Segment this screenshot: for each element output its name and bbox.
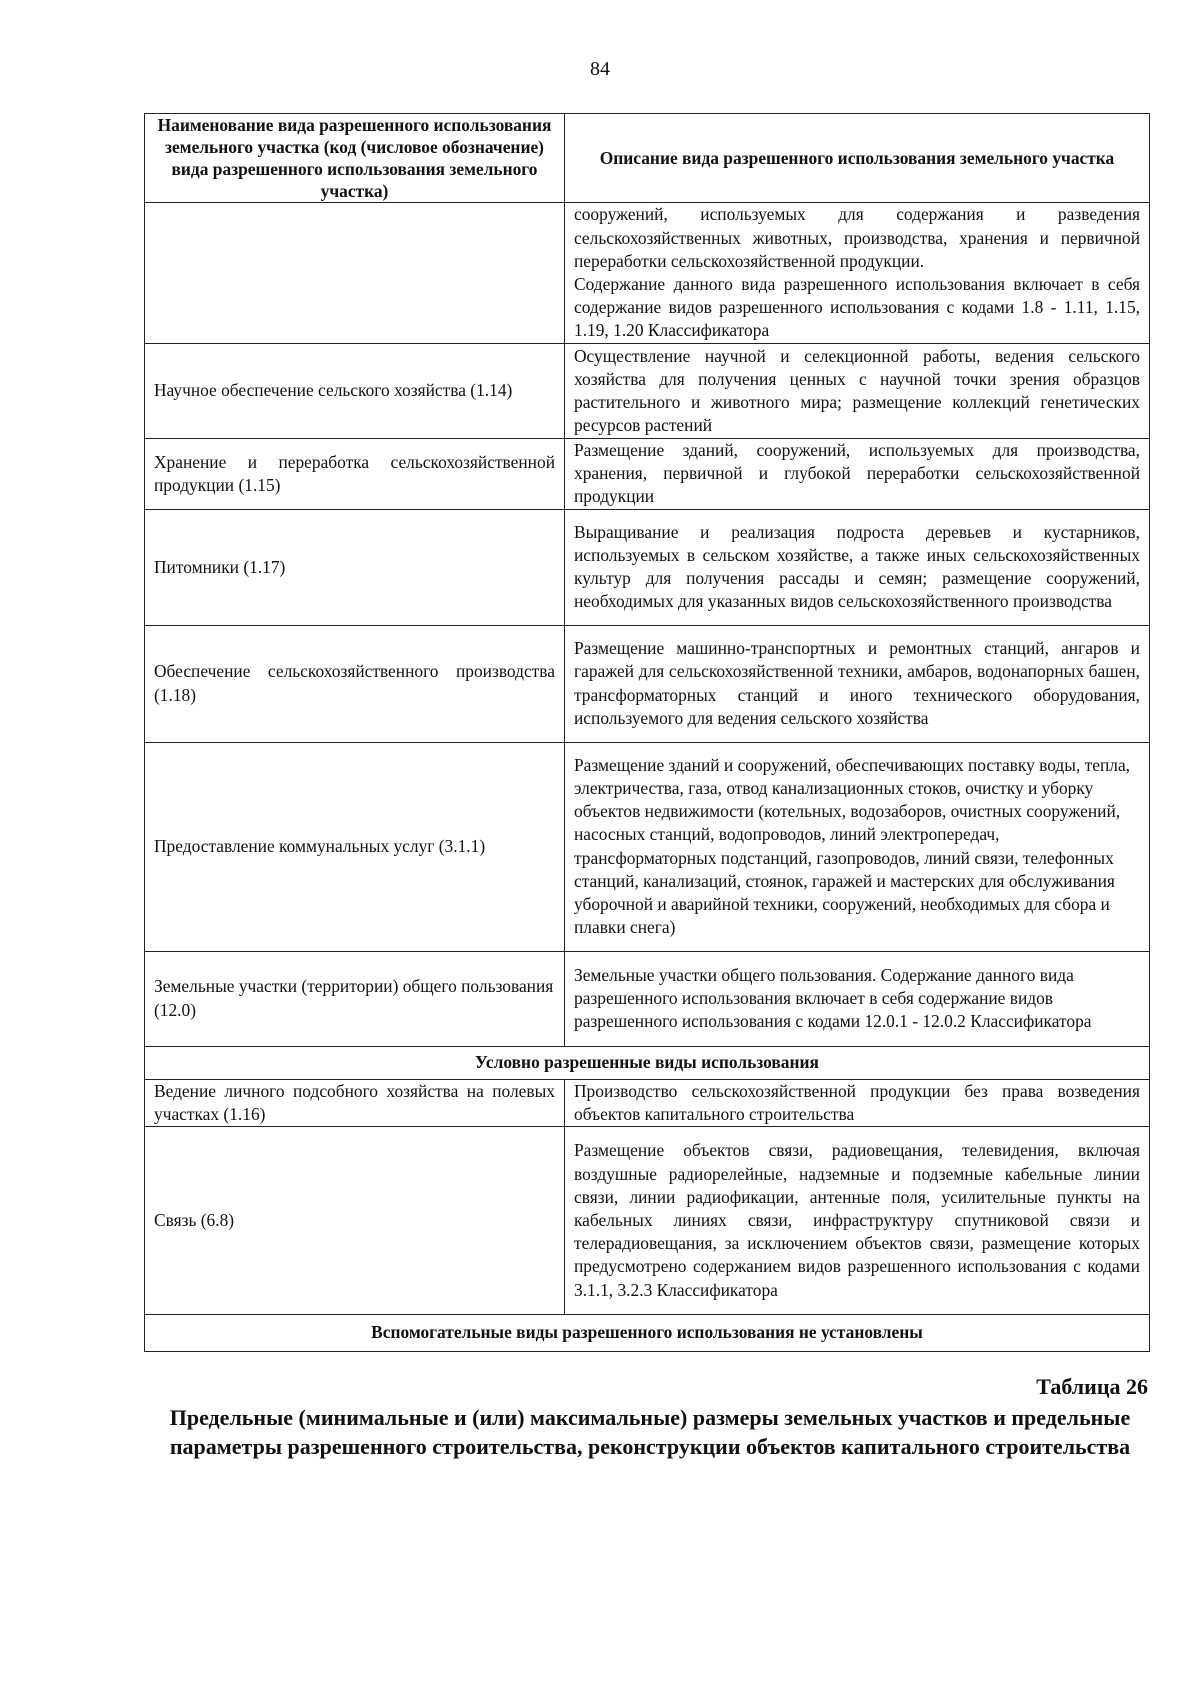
table-row: [145, 951, 1150, 1046]
row-description-cell: Размещение машинно-транспортных и ремонтных станций, ангаров и гаражей для сельскохозяйственной техники, амбаров, водонапорных башен, трансформаторных станций и иного технического оборудования, используемого для ведения сельского хозяйства: [565, 625, 1150, 742]
row-description-part: сооружений, используемых для содержания и разведения сельскохозяйственных животных, производства, хранения и первичной переработки сельскохозяйственной продукции.: [574, 204, 1140, 271]
section-row-conditional: [145, 1046, 1150, 1079]
row-name-cell: Земельные участки (территории) общего пользования (12.0): [145, 951, 565, 1046]
row-description-part: Содержание данного вида разрешенного использования включает в себя содержание видов разрешенного использования с кодами 1.8 - 1.11, 1.15, 1.19, 1.20 Классификатора: [574, 274, 1140, 341]
section-title: Условно разрешенные виды использования: [145, 1046, 1150, 1079]
header-description-column: Описание вида разрешенного использования земельного участка: [565, 114, 1150, 203]
header-name-column: Наименование вида разрешенного использования земельного участка (код (числовое обозначение) вида разрешенного использования земельного участка): [145, 114, 565, 203]
table-row: [145, 742, 1150, 951]
row-name-cell: Питомники (1.17): [145, 509, 565, 625]
row-name-cell: Обеспечение сельскохозяйственного производства (1.18): [145, 625, 565, 742]
page-number: 84: [590, 58, 610, 80]
row-name-cell: Предоставление коммунальных услуг (3.1.1): [145, 742, 565, 951]
table-row: [145, 1079, 1150, 1126]
table-header-row: [145, 114, 1150, 203]
row-description-cell: Земельные участки общего пользования. Содержание данного вида разрешенного использования включает в себя содержание видов разрешенного использования с кодами 12.0.1 - 12.0.2 Классификатора: [565, 951, 1150, 1046]
row-description-cell: Размещение зданий, сооружений, используемых для производства, хранения, первичной и глубокой переработки сельскохозяйственной продукции: [565, 439, 1150, 510]
row-name-cell: Научное обеспечение сельского хозяйства (1.14): [145, 344, 565, 439]
row-description-cell: [565, 203, 1150, 344]
row-description-cell: Осуществление научной и селекционной работы, ведения сельского хозяйства для получения ценных с научной точки зрения образцов растительного и животного мира; размещение коллекций генетических ресурсов растений: [565, 344, 1150, 439]
table-row: [145, 439, 1150, 510]
row-description-cell: Размещение зданий и сооружений, обеспечивающих поставку воды, тепла, электричества, газа, отвод канализационных стоков, очистку и уборку объектов недвижимости (котельных, водозаборов, очистных сооружений, насосных станций, водопроводов, линий электропередач, трансформаторных подстанций, газопроводов, линий связи, телефонных станций, канализаций, стоянок, гаражей и мастерских для обслуживания уборочной и аварийной техники, сооружений, необходимых для сбора и плавки снега): [565, 742, 1150, 951]
row-name-cell: Связь (6.8): [145, 1127, 565, 1315]
table-row: [145, 203, 1150, 344]
row-name-cell: Ведение личного подсобного хозяйства на полевых участках (1.16): [145, 1079, 565, 1126]
row-description-cell: Производство сельскохозяйственной продукции без права возведения объектов капитального строительства: [565, 1079, 1150, 1126]
table-row: [145, 1127, 1150, 1315]
row-description-cell: Выращивание и реализация подроста деревьев и кустарников, используемых в сельском хозяйстве, а также иных сельскохозяйственных культур для получения рассады и семян; размещение сооружений, необходимых для указанных видов сельскохозяйственного производства: [565, 509, 1150, 625]
section-title: Вспомогательные виды разрешенного использования не установлены: [145, 1315, 1150, 1352]
row-description-cell: Размещение объектов связи, радиовещания, телевидения, включая воздушные радиорелейные, надземные и подземные кабельные линии связи, линии радиофикации, антенные поля, усилительные пункты на кабельных линиях связи, инфраструктуру спутниковой связи и телерадиовещания, за исключением объектов связи, размещение которых предусмотрено содержанием видов разрешенного использования с кодами 3.1.1, 3.2.3 Классификатора: [565, 1127, 1150, 1315]
row-name-cell: Хранение и переработка сельскохозяйственной продукции (1.15): [145, 439, 565, 510]
table-number: Таблица 26: [1036, 1374, 1148, 1399]
row-name-cell: [145, 203, 565, 344]
section-row-auxiliary: [145, 1315, 1150, 1352]
table-row: [145, 625, 1150, 742]
table-title: Предельные (минимальные и (или) максимальные) размеры земельных участков и предельные параметры разрешенного строительства, реконструкции объектов капитального строительства: [169, 1405, 1131, 1459]
land-use-table: [144, 113, 1150, 1352]
table-row: [145, 509, 1150, 625]
table-row: [145, 344, 1150, 439]
